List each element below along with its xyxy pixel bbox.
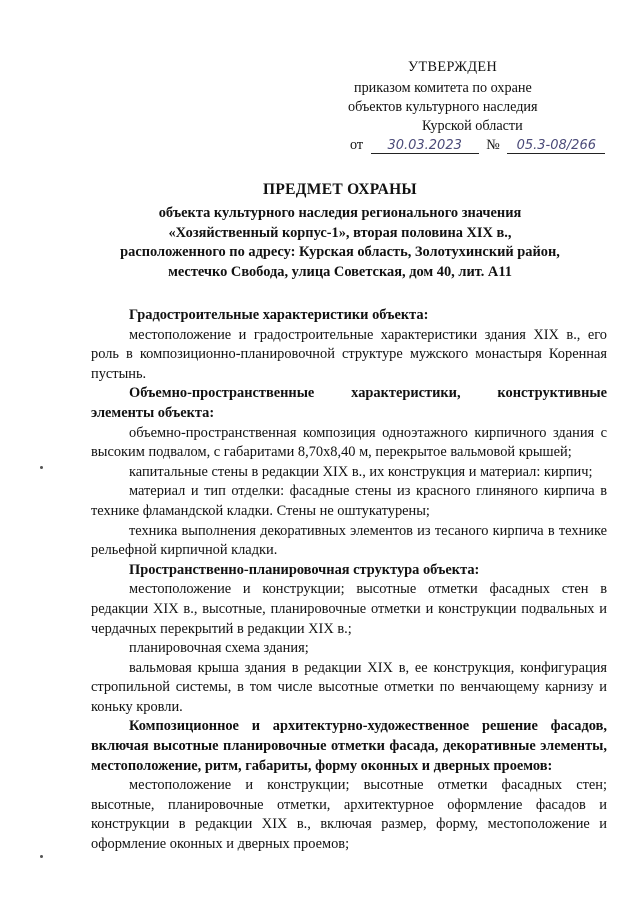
document-body (91, 306, 607, 855)
paragraph-location-constructions: местоположение и конструкции; высотные отметки фасадных стен в редакции XIX в., высотные, планировочные отметки и конструкции подвальных и чердачных перекрытий в редакции XIX в.; (91, 581, 607, 637)
title-line-1: объекта культурного наследия регионального значения (158, 205, 522, 221)
section-heading-facades: Композиционное и архитектурно-художественное решение фасадов, включая высотные планировочные отметки фасада, декоративные элементы, местоположение, ритм, габариты, форму оконных и дверных проемов: (91, 718, 607, 774)
scan-dot (40, 466, 43, 469)
title-line-2: «Хозяйственный корпус-1», вторая половина XIX в., (168, 224, 512, 241)
handwritten-order-number: 05.3-08/266 (507, 138, 605, 154)
paragraph-decorative-technique: техника выполнения декоративных элементов из тесаного кирпича в технике рельефной кирпичной кладки. (91, 522, 607, 559)
number-prefix: № (486, 137, 500, 153)
paragraph-capital-walls: капитальные стены в редакции XIX в., их конструкция и материал: кирпич; (129, 463, 593, 480)
approval-line-1: приказом комитета по охране (354, 80, 532, 96)
document-title: ПРЕДМЕТ ОХРАНЫ (263, 181, 417, 198)
section-heading-volume-spatial: Объемно-пространственные характеристики, конструктивные элементы объекта: (91, 385, 607, 421)
paragraph-urban-planning: местоположение и градостроительные характеристики здания XIX в., его роль в композиционно-планировочной структуре мужского монастыря Коренная пустынь. (91, 326, 607, 382)
paragraph-planning-scheme: планировочная схема здания; (129, 640, 309, 657)
paragraph-finish-material: материал и тип отделки: фасадные стены из красного глиняного кирпича в технике фламандской кладки. Стены не оштукатурены; (91, 483, 607, 519)
approval-date-number-line (350, 136, 605, 155)
section-heading-urban-planning: Градостроительные характеристики объекта: (129, 307, 429, 323)
scan-dot (40, 855, 43, 858)
document-title-block (60, 180, 620, 282)
handwritten-date: 30.03.2023 (371, 138, 479, 154)
title-line-4: местечко Свобода, улица Советская, дом 40, лит. А11 (168, 263, 512, 280)
paragraph-hip-roof: вальмовая крыша здания в редакции XIX в, ее конструкция, конфигурация стропильной системы, в том числе высотные отметки по венчающему карнизу и коньку кровли. (91, 659, 607, 715)
paragraph-facade-elements: местоположение и конструкции; высотные отметки фасадных стен; высотные, планировочные отметки, архитектурное оформление фасадов и конструкции в редакции XIX в., включая размер, форму, местоположение и оформление оконных и дверных проемов; (91, 777, 607, 853)
paragraph-volume-composition: объемно-пространственная композиция одноэтажного кирпичного здания с высоким подвалом, с габаритами 8,70х8,40 м, перекрытое вальмовой крышей; (91, 424, 607, 461)
approval-title: УТВЕРЖДЕН (408, 59, 498, 75)
approval-line-2: объектов культурного наследия (348, 99, 538, 115)
section-heading-spatial-planning: Пространственно-планировочная структура объекта: (129, 561, 480, 578)
title-line-3: расположенного по адресу: Курская область, Золотухинский район, (120, 244, 560, 260)
date-prefix: от (350, 137, 364, 153)
approval-line-3: Курской области (422, 118, 523, 134)
